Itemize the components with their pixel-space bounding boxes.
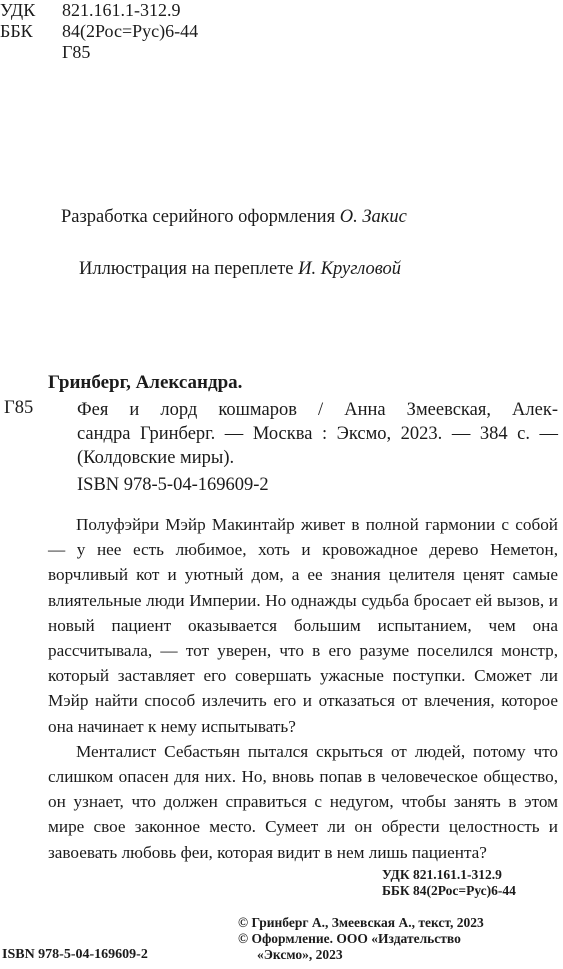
illustration-text: Иллюстрация на переплете [79,259,294,279]
footer-bbk: ББК 84(2Рос=Рус)6-44 [382,883,516,898]
footer-isbn: ISBN 978-5-04-169609-2 [2,947,148,962]
copyright-design: © Оформление. ООО «Издательство [238,931,461,946]
udk-value: 821.161.1-312.9 [62,0,181,20]
copyright-design-cont: «Эксмо», 2023 [257,947,343,962]
bibliographic-author-mark: Г85 [4,398,34,418]
bbk-value: 84(2Рос=Рус)6-44 [62,21,199,41]
author-mark: Г85 [62,42,91,62]
udk-label: УДК [0,0,36,20]
isbn: ISBN 978-5-04-169609-2 [77,475,269,495]
illustration-credit [79,259,401,280]
bbk-label: ББК [0,21,33,41]
series-design-name: О. Закис [339,207,407,227]
author-heading: Гринберг, Александра. [48,372,243,393]
annotation-paragraph-2: Менталист Себастьян пытался скрыться от людей, потому что слишком опасен для них. Но, вновь попав в человеческое общество, он узнает, что должен справиться с недугом, чтобы занять в этом мире свое законное место. Сумеет ли он обрести целостность и завоевать любовь феи, которая видит в нем лишь пациента? [48,741,558,862]
annotation-paragraph-1: Полуфэйри Мэйр Макинтайр живет в полной гармонии с собой — у нее есть любимое, хоть и кровожадное дерево Неметон, ворчливый кот и уютный дом, а ее знания целителя ценят самые влиятельные люди Империи. Но однажды судьба бросает ей вызов, и новый пациент оказывается большим испытанием, чем она рассчитывала, — тот уверен, что в его разуме поселился монстр, который заставляет его совершать ужасные поступки. Сможет ли Мэйр найти способ излечить его и отказаться от влечения, которое она начинает к нему испытывать? [48,515,558,736]
footer-udk: УДК 821.161.1-312.9 [382,867,502,882]
description-line-2: сандра Гринберг. — Москва : Эксмо, 2023. — 384 с. — [77,424,558,444]
description-line-1: Фея и лорд кошмаров / Анна Змеевская, Алек- [77,400,558,420]
illustration-name: И. Кругловой [298,259,402,279]
series-design-text: Разработка серийного оформления [61,207,336,227]
description-line-3: (Колдовские миры). [77,448,235,468]
copyright-text: © Гринберг А., Змеевская А., текст, 2023 [238,915,484,930]
bibliographic-description [77,398,558,470]
annotation [48,512,558,865]
series-design-credit [61,207,407,228]
